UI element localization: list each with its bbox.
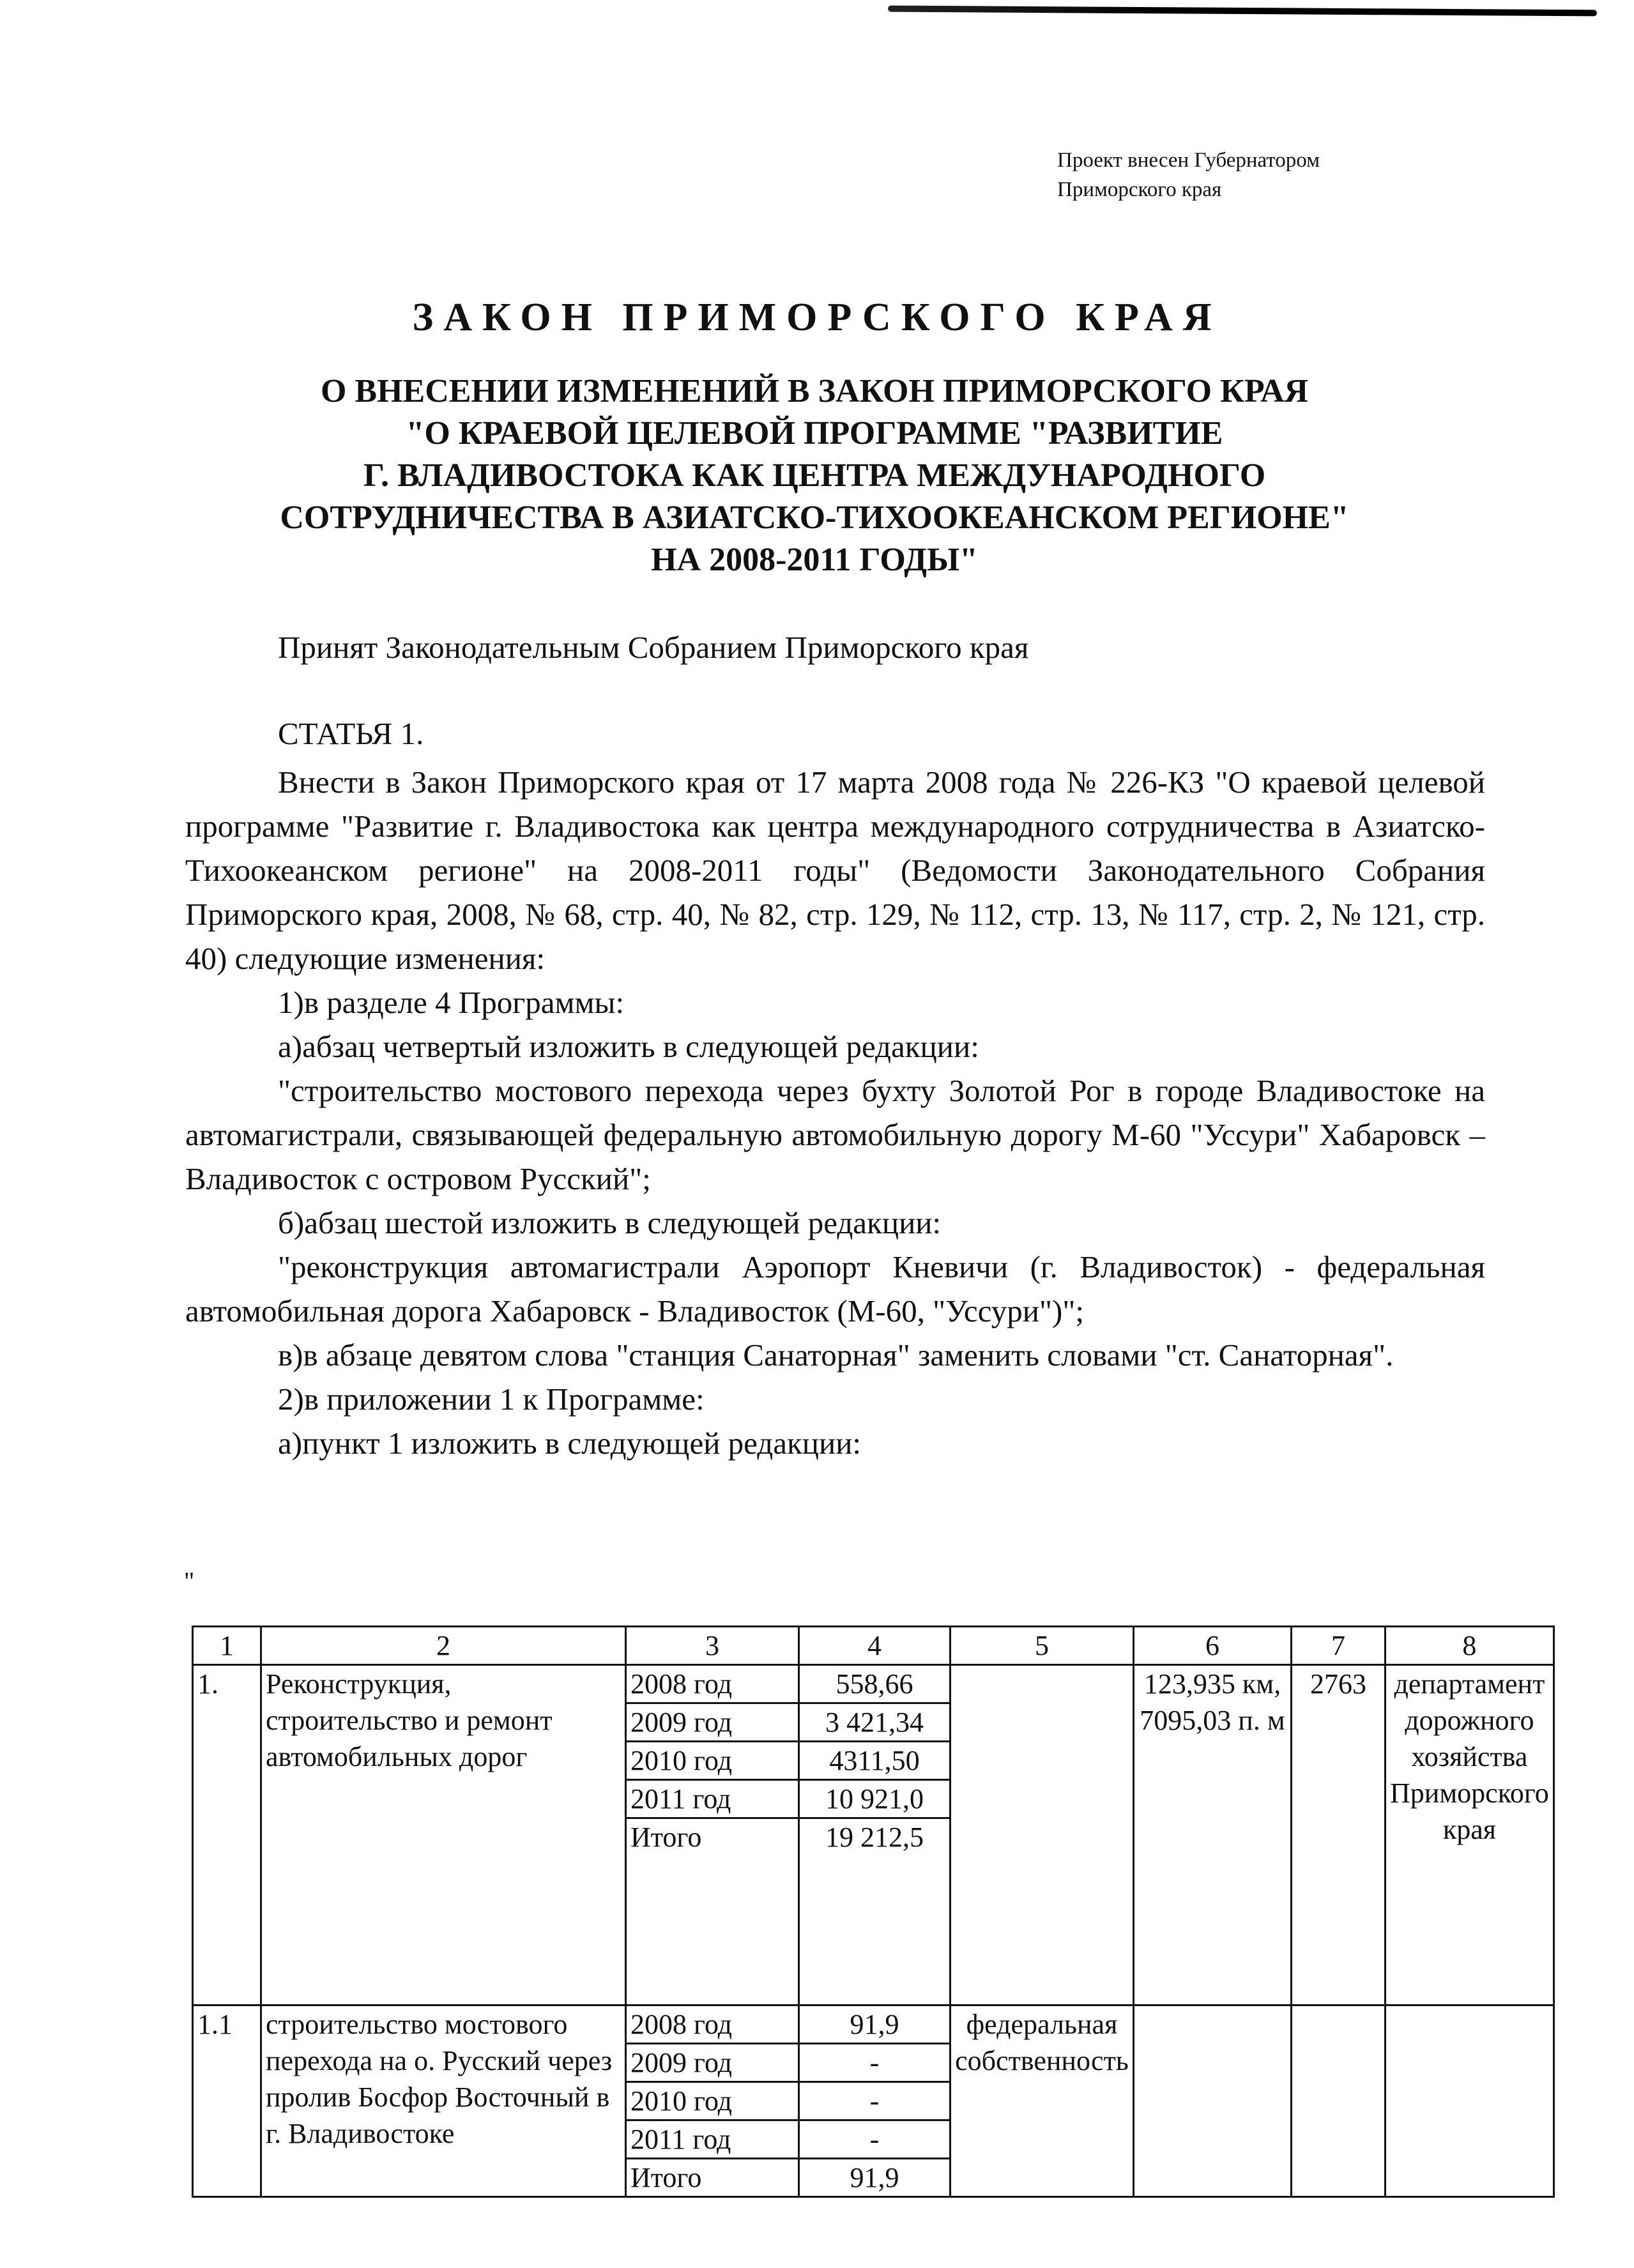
row-name: Реконструкция, строительство и ремонт автомобильных дорог [261,1665,626,2005]
row-number: 1. [193,1665,261,2005]
paragraph: а)абзац четвертый изложить в следующей редакции: [278,1029,979,1064]
paragraph: Внести в Закон Приморского края от 17 марта 2008 года № 226-КЗ "О краевой целевой программе "Развитие г. Владивостока как центра международного сотрудничества в Азиатско-Тихоокеанском регионе" на 2008-2011 годы" (Ведомости Законодательного Собрания Приморского края, 2008, № 68, стр. 40, № 82, стр. 129, № 112, стр. 13, № 117, стр. 2, № 121, стр. 40) следующие изменения: [185,765,1485,976]
row-number: 1.1 [193,2005,261,2197]
total-label: Итого [626,1818,799,2005]
table-row [193,1665,1554,1703]
subtitle-line: НА 2008-2011 ГОДЫ" [651,542,978,578]
ownership-cell: федеральная собственность [951,2005,1134,2197]
subtitle-line: Г. ВЛАДИВОСТОКА КАК ЦЕНТРА МЕЖДУНАРОДНОГО [363,457,1266,494]
total-value: 91,9 [799,2159,951,2197]
adopted-by: Принят Законодательным Собранием Приморского края [278,630,1029,665]
value-cell: - [799,2082,951,2120]
paragraph: "реконструкция автомагистрали Аэропорт Кневичи (г. Владивосток) - федеральная автомобильная дорога Хабаровск - Владивосток (М-60, "Уссури")"; [185,1249,1485,1328]
subtitle-line: "О КРАЕВОЙ ЦЕЛЕВОЙ ПРОГРАММЕ "РАЗВИТИЕ [406,415,1223,452]
opening-quote: " [184,1567,195,1595]
year-cell: 2010 год [626,1742,799,1780]
year-cell: 2008 год [626,1665,799,1703]
year-cell: 2008 год [626,2005,799,2044]
value-cell: 10 921,0 [799,1780,951,1818]
paragraph: 2)в приложении 1 к Программе: [278,1381,705,1417]
paragraph: "строительство мостового перехода через бухту Золотой Рог в городе Владивостоке на автомагистрали, связывающей федеральную автомобильную дорогу М-60 "Уссури" Хабаровск – Владивосток с островом Русский"; [185,1073,1485,1196]
column-header: 5 [951,1627,1134,1665]
value-cell: 558,66 [799,1665,951,1703]
law-subtitle [192,370,1437,581]
responsible-cell: департамент дорожного хозяйства Приморского края [1386,1665,1554,2005]
table-header-row [193,1627,1554,1665]
article-heading: СТАТЬЯ 1. [278,716,424,751]
law-title: ЗАКОН ПРИМОРСКОГО КРАЯ [412,296,1222,339]
submitted-line-1: Проект внесен Губернатором [1057,149,1320,172]
program-table [192,1625,1555,2198]
paragraph: в)в абзаце девятом слова "станция Санаторная" заменить словами "ст. Санаторная". [278,1337,1394,1373]
article-body [185,760,1485,1465]
paragraph: а)пункт 1 изложить в следующей редакции: [278,1426,862,1461]
subtitle-line: О ВНЕСЕНИИ ИЗМЕНЕНИЙ В ЗАКОН ПРИМОРСКОГО КРАЯ [320,373,1309,409]
year-cell: 2011 год [626,1780,799,1818]
column-header: 4 [799,1627,951,1665]
scan-artifact-line [888,6,1597,17]
table-row [193,2005,1554,2044]
column-header: 1 [193,1627,261,1665]
capacity-cell: 123,935 км, 7095,03 п. м [1134,1665,1292,2005]
responsible-cell [1386,2005,1554,2197]
total-value: 19 212,5 [799,1818,951,2005]
submitted-line-2: Приморского края [1057,178,1222,201]
total-label: Итого [626,2159,799,2197]
paragraph: 1)в разделе 4 Программы: [278,985,625,1020]
column-header: 8 [1386,1627,1554,1665]
capacity-cell [1134,2005,1292,2197]
value-cell: 91,9 [799,2005,951,2044]
paragraph: б)абзац шестой изложить в следующей редакции: [278,1205,942,1240]
year-cell: 2009 год [626,1703,799,1742]
row-name: строительство мостового перехода на о. Русский через пролив Босфор Восточный в г. Владивостоке [261,2005,626,2197]
year-cell: 2011 год [626,2120,799,2159]
column-header: 6 [1134,1627,1292,1665]
jobs-cell: 2763 [1292,1665,1386,2005]
column-header: 2 [261,1627,626,1665]
column-header: 3 [626,1627,799,1665]
column-header: 7 [1292,1627,1386,1665]
year-cell: 2010 год [626,2082,799,2120]
submitted-by-note [1057,146,1320,204]
subtitle-line: СОТРУДНИЧЕСТВА В АЗИАТСКО-ТИХООКЕАНСКОМ РЕГИОНЕ" [280,499,1349,536]
value-cell: - [799,2044,951,2082]
value-cell: - [799,2120,951,2159]
ownership-cell [951,1665,1134,2005]
year-cell: 2009 год [626,2044,799,2082]
value-cell: 3 421,34 [799,1703,951,1742]
jobs-cell [1292,2005,1386,2197]
value-cell: 4311,50 [799,1742,951,1780]
